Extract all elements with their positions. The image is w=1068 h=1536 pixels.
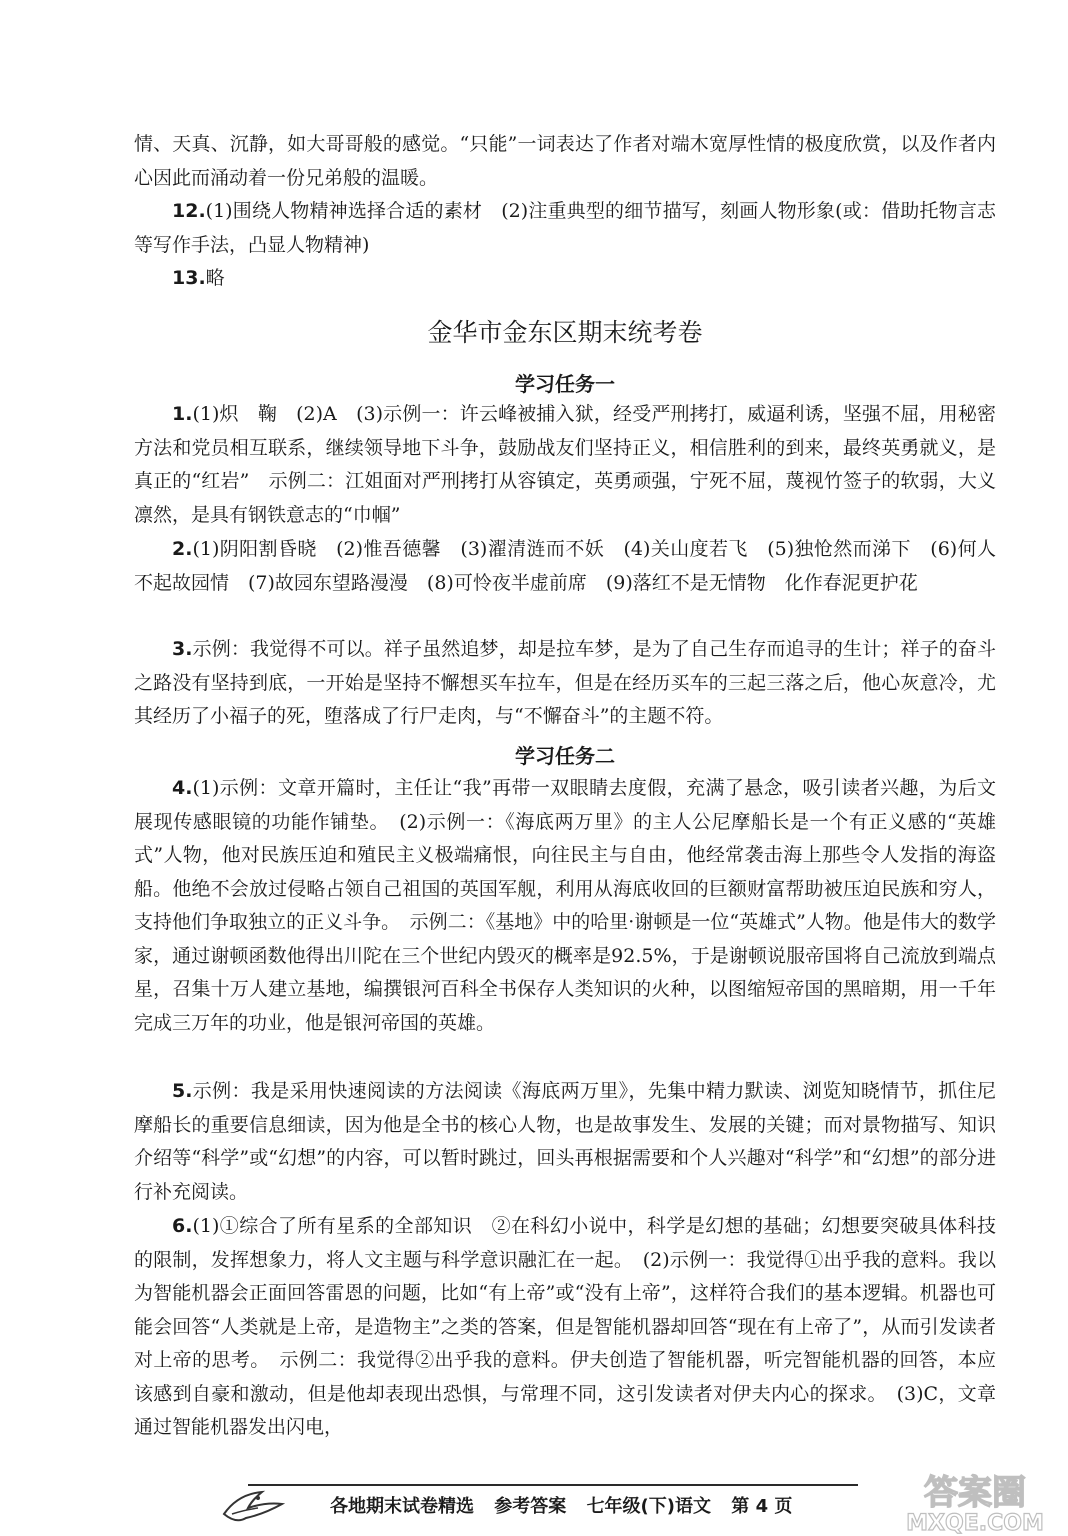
section-heading-task-2: 学习任务二 <box>515 744 615 768</box>
question-number: 6. <box>172 1215 193 1237</box>
answer-text: (1)阴阳割昏晓 (2)惟吾德馨 (3)濯清涟而不妖 (4)关山度若飞 (5)独怆然而涕下 (6)何人不起故园情 (7)故园东望路漫漫 (8)可怜夜半虚前席 (9)落红不是无情物 化作春泥更护花 <box>134 538 996 594</box>
footer-page-number: 第 4 页 <box>731 1496 793 1517</box>
answer-text: (1)围绕人物精神选择合适的素材 (2)注重典型的细节描写，刻画人物形象(或：借助托物言志等写作手法，凸显人物精神) <box>134 200 996 256</box>
answer-text: 略 <box>205 267 225 289</box>
answer-4 <box>134 772 996 1040</box>
footer-rule <box>248 1484 858 1486</box>
answer-5 <box>134 1075 996 1209</box>
answer-2 <box>134 533 996 600</box>
question-number: 2. <box>172 538 193 560</box>
answer-text: 示例：我是采用快速阅读的方法阅读《海底两万里》，先集中精力默读、浏览知晓情节，抓住尼摩船长的重要信息细读，因为他是全书的核心人物，也是故事发生、发展的关键；而对景物描写、知识介绍等“科学”或“幻想”的内容，可以暂时跳过，回头再根据需要和个人兴趣对“科学”和“幻想”的部分进行补充阅读。 <box>134 1080 996 1203</box>
exam-title: 金华市金东区期末统考卷 <box>427 318 703 347</box>
question-number: 1. <box>172 403 193 425</box>
watermark-logo-text: 答案圈 <box>924 1473 1026 1513</box>
bird-logo-icon <box>218 1484 288 1532</box>
section-heading-task-1: 学习任务一 <box>515 372 615 396</box>
question-number: 3. <box>172 638 193 660</box>
answer-text: 示例：我觉得不可以。祥子虽然追梦，却是拉车梦，是为了自己生存而追寻的生计；祥子的奋斗之路没有坚持到底，一开始是坚持不懈想买车拉车，但是在经历买车的三起三落之后，他心灰意冷，尤其经历了小福子的死，堕落成了行尸走肉，与“不懈奋斗”的主题不符。 <box>134 638 996 727</box>
intro-paragraph: 情、天真、沉静，如大哥哥般的感觉。“只能”一词表达了作者对端木宽厚性情的极度欣赏，以及作者内心因此而涌动着一份兄弟般的温暖。 <box>134 133 996 189</box>
footer-section: 参考答案 <box>494 1496 567 1517</box>
answer-1 <box>134 398 996 532</box>
question-number: 4. <box>172 777 193 799</box>
answer-12 <box>134 195 996 262</box>
answer-text: (1)①综合了所有星系的全部知识 ②在科幻小说中，科学是幻想的基础；幻想要突破具体科技的限制，发挥想象力，将人文主题与科学意识融汇在一起。 (2)示例一：我觉得①出乎我的意料。我以为智能机器会正面回答雷恩的问题，比如“有上帝”或“没有上帝”，这样符合我们的基本逻辑。机器也可能会回答“人类就是上帝，是造物主”之类的答案，但是智能机器却回答“现在有上帝了”，从而引发读者对上帝的思考。 示例二：我觉得②出乎我的意料。伊夫创造了智能机器，听完智能机器的回答，本应该感到自豪和激动，但是他却表现出恐惧，与常理不同，这引发读者对伊夫内心的探求。 (3)C，文章通过智能机器发出闪电， <box>134 1215 996 1438</box>
watermark-stamp <box>890 1470 1060 1536</box>
question-number: 13. <box>172 267 206 289</box>
footer-caption <box>330 1492 806 1518</box>
question-number: 12. <box>172 200 206 222</box>
footer-grade: 七年级(下)语文 <box>586 1496 712 1517</box>
answer-text: (1)示例：文章开篇时，主任让“我”再带一双眼睛去度假，充满了悬念，吸引读者兴趣，为后文展现传感眼镜的功能作铺垫。 (2)示例一：《海底两万里》的主人公尼摩船长是一个有正义感的“英雄式”人物，他对民族压迫和殖民主义极端痛恨，向往民主与自由，他经常袭击海上那些令人发指的海盗船。他绝不会放过侵略占领自己祖国的英国军舰，利用从海底收回的巨额财富帮助被压迫民族和穷人，支持他们争取独立的正义斗争。 示例二：《基地》中的哈里·谢顿是一位“英雄式”人物。他是伟大的数学家，通过谢顿函数他得出川陀在三个世纪内毁灭的概率是92.5%，于是谢顿说服帝国将自己流放到端点星，召集十万人建立基地，编撰银河百科全书保存人类知识的火种，以图缩短帝国的黑暗期，用一千年完成三万年的功业，他是银河帝国的英雄。 <box>134 777 996 1034</box>
answer-text: (1)炽 鞠 (2)A (3)示例一：许云峰被捕入狱，经受严刑拷打，威逼利诱，坚强不屈，用秘密方法和党员相互联系，继续领导地下斗争，鼓励战友们坚持正义，相信胜利的到来，最终英勇就义，是真正的“红岩” 示例二：江姐面对严刑拷打从容镇定，英勇顽强，宁死不屈，蔑视竹签子的软弱，大义凛然，是具有钢铁意志的“巾帼” <box>134 403 996 526</box>
watermark-url-text: MXQE.COM <box>906 1511 1044 1536</box>
footer-book-title: 各地期末试卷精选 <box>330 1496 474 1517</box>
question-number: 5. <box>172 1080 193 1102</box>
answer-3 <box>134 633 996 734</box>
answer-6 <box>134 1210 996 1445</box>
answer-13 <box>134 262 996 296</box>
